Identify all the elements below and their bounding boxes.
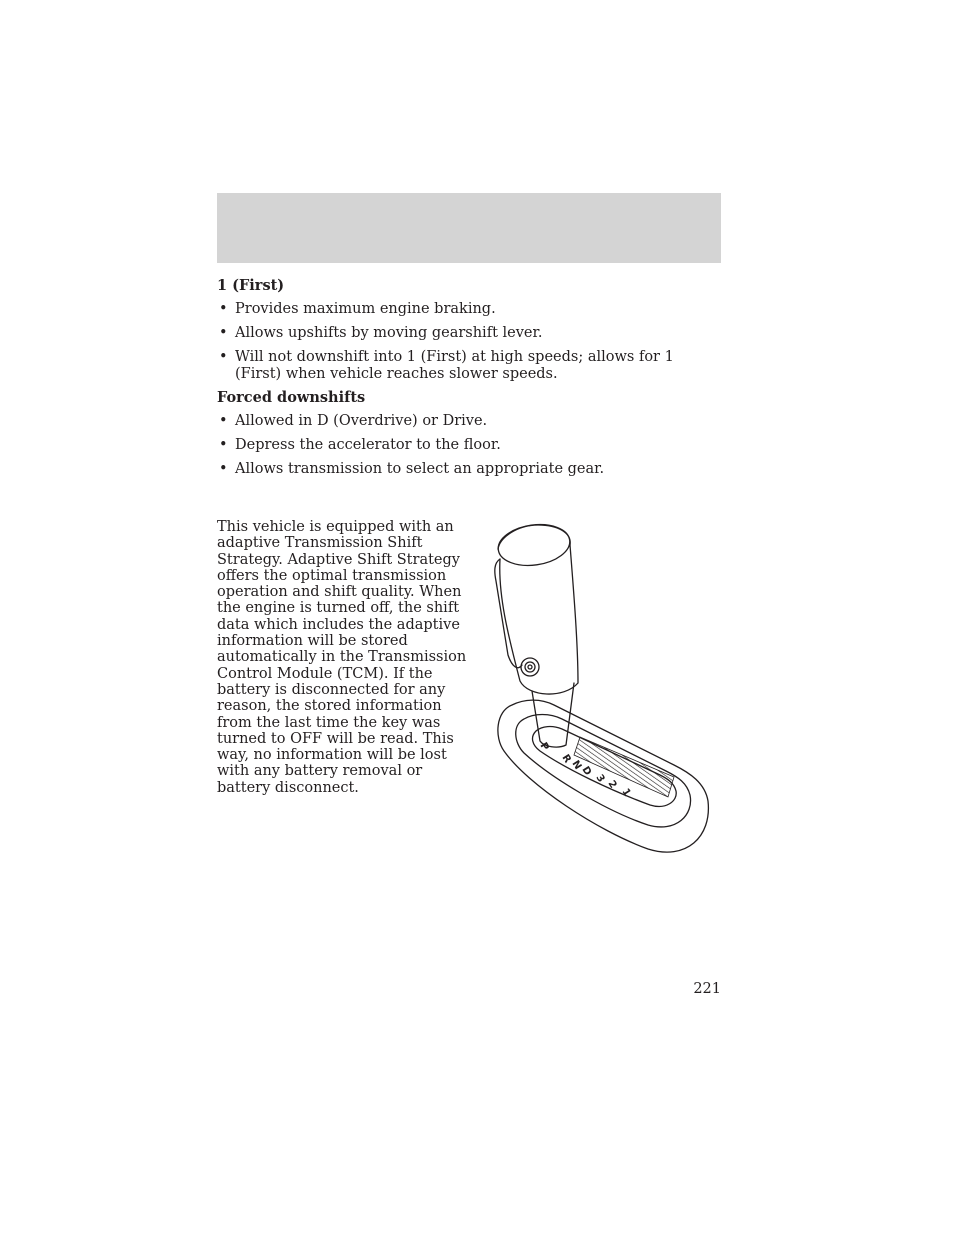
list-item [217,301,717,318]
list-item-text: Provides maximum engine braking. [235,301,496,317]
gear-label-2: 2 [605,778,619,791]
bullet-icon: • [219,437,228,453]
list-item [217,461,717,478]
gear-label-p: P [537,740,551,753]
list-item-text: Will not downshift into 1 (First) at high speeds; allows for 1 (First) when vehicle reaches slower speeds. [235,349,674,382]
bullet-icon: • [219,461,228,477]
lever-body [500,545,578,694]
section-heading-forced-downshifts: Forced downshifts [217,389,366,406]
gear-label-1: 1 [619,786,633,799]
list-item-text: Allows transmission to select an appropriate gear. [235,461,605,477]
list-item [217,413,717,430]
bullet-icon: • [219,301,228,317]
bullet-icon: • [219,349,228,365]
list-item-text: Depress the accelerator to the floor. [235,437,501,453]
header-band [217,193,721,263]
section-heading-first: 1 (First) [217,277,285,294]
page-number: 221 [693,981,721,997]
list-item-text: Allows upshifts by moving gearshift lever. [235,325,543,341]
gear-label-n: N [569,758,584,772]
forced-downshifts-list [217,413,717,485]
gear-label-d: D [579,764,594,778]
gear-label-r: R [559,752,573,766]
list-item [217,437,717,454]
shift-bezel-inner [516,715,691,827]
bullet-icon: • [219,413,228,429]
lever-cap [496,520,573,570]
lever-button [521,658,539,676]
list-item [217,349,717,382]
adaptive-shift-paragraph: This vehicle is equipped with an adaptive Transmission Shift Strategy. Adaptive Shift Strategy offers the optimal transmission operation and shift quality. When the engine is turned off, the shift data which includes the adaptive information will be stored automatically in the Transmission Control Module (TCM). If the battery is disconnected for any reason, the stored information from the last time the key was turned to OFF will be read. This way, no information will be lost with any battery removal or battery disconnect. [217,519,467,796]
first-gear-list [217,301,717,390]
lever-side-panel [495,559,522,668]
bullet-icon: • [219,325,228,341]
gear-label-3: 3 [593,772,607,785]
gearshift-lever-illustration [488,515,716,860]
list-item-text: Allowed in D (Overdrive) or Drive. [235,413,488,429]
list-item [217,325,717,342]
